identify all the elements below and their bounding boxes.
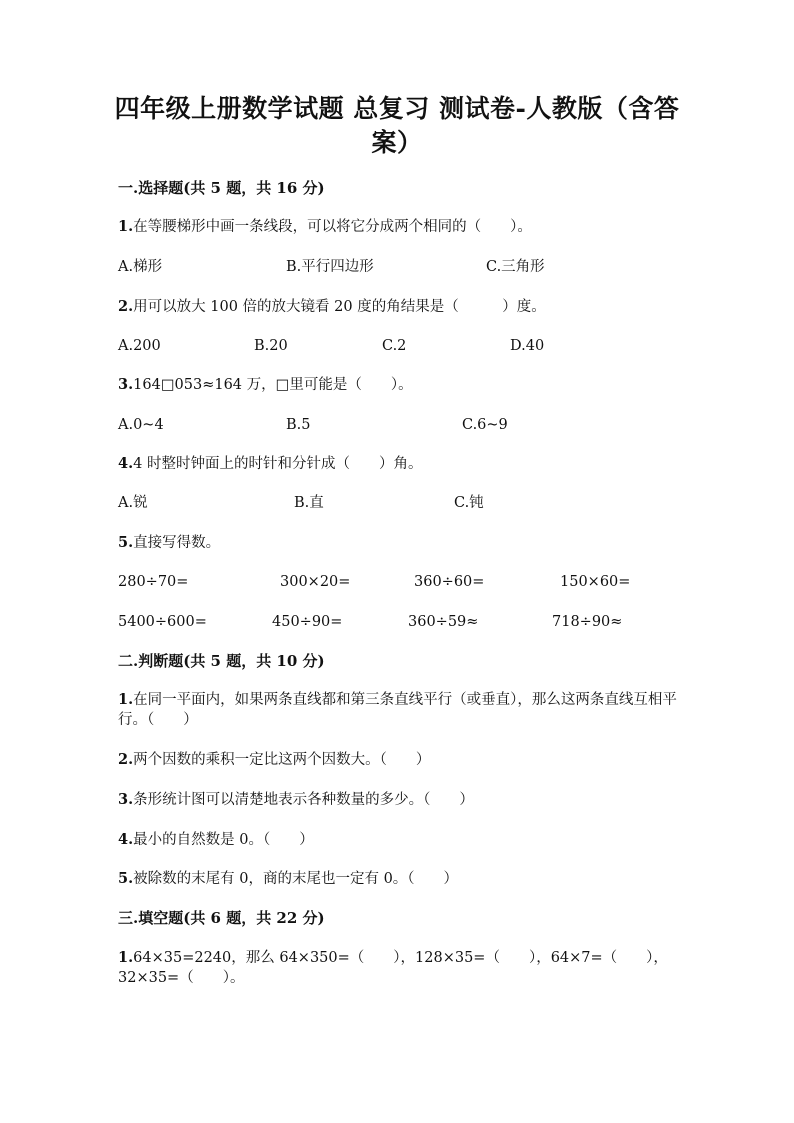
question-number: 4. [118, 455, 134, 472]
question-judge-2 [118, 750, 430, 770]
option-a: A.梯形 [118, 259, 163, 275]
option-b: B.5 [286, 417, 311, 433]
question-text: 164□053≈164 万，□里可能是（ ）。 [133, 377, 413, 393]
question-choice-1 [118, 217, 532, 237]
calc-item: 360÷60= [414, 574, 485, 590]
calc-item: 300×20= [280, 574, 351, 590]
option-d: D.40 [510, 338, 545, 354]
option-a: A.200 [118, 338, 161, 354]
question-text: 两个因数的乘积一定比这两个因数大。（ ） [133, 752, 431, 768]
question-text: 条形统计图可以清楚地表示各种数量的多少。（ ） [133, 792, 474, 808]
question-judge-4 [118, 830, 314, 850]
calc-item: 450÷90= [272, 614, 343, 630]
calc-item: 5400÷600= [118, 614, 207, 630]
option-b: B.20 [254, 338, 288, 354]
question-choice-2 [118, 297, 546, 317]
option-c: C.三角形 [486, 259, 545, 275]
option-b: B.平行四边形 [286, 259, 374, 275]
option-c: C.2 [382, 338, 407, 354]
question-number: 2. [118, 298, 134, 315]
question-number: 3. [118, 376, 134, 393]
question-number: 1. [118, 949, 134, 966]
option-c: C.钝 [454, 495, 484, 511]
question-number: 5. [118, 534, 134, 551]
section-heading-fill: 三.填空题(共 6 题，共 22 分) [118, 909, 325, 927]
question-text: 直接写得数。 [133, 535, 221, 551]
question-choice-3 [118, 375, 413, 395]
question-number: 4. [118, 831, 134, 848]
question-number: 1. [118, 691, 134, 708]
question-text: 64×35=2240，那么 64×350=（ ），128×35=（ ），64×7=（ ），32×35=（ ）。 [118, 950, 668, 986]
calc-item: 718÷90≈ [552, 614, 623, 630]
calc-item: 360÷59≈ [408, 614, 479, 630]
option-a: A.0~4 [118, 417, 164, 433]
question-number: 2. [118, 751, 134, 768]
question-text: 被除数的末尾有 0，商的末尾也一定有 0。（ ） [133, 871, 459, 887]
question-judge-1 [118, 690, 678, 730]
option-c: C.6~9 [462, 417, 508, 433]
calc-item: 150×60= [560, 574, 631, 590]
question-number: 1. [118, 218, 134, 235]
page-title: 四年级上册数学试题 总复习 测试卷-人教版（含答案） [114, 94, 680, 157]
calc-item: 280÷70= [118, 574, 189, 590]
question-text: 4 时整时钟面上的时针和分针成（ ）角。 [133, 456, 423, 472]
question-judge-5 [118, 869, 458, 889]
question-number: 3. [118, 791, 134, 808]
question-text: 在等腰梯形中画一条线段，可以将它分成两个相同的（ ）。 [133, 219, 532, 235]
question-number: 5. [118, 870, 134, 887]
question-choice-5 [118, 533, 220, 553]
question-text: 在同一平面内，如果两条直线都和第三条直线平行（或垂直），那么这两条直线互相平行。（ ） [118, 692, 677, 728]
question-fill-1 [118, 948, 678, 988]
question-text: 最小的自然数是 0。（ ） [133, 832, 314, 848]
option-b: B.直 [294, 495, 324, 511]
section-heading-choice: 一.选择题(共 5 题，共 16 分) [118, 179, 325, 197]
question-choice-4 [118, 454, 422, 474]
option-a: A.锐 [118, 495, 148, 511]
question-judge-3 [118, 790, 474, 810]
question-text: 用可以放大 100 倍的放大镜看 20 度的角结果是（ ）度。 [133, 299, 546, 315]
section-heading-judge: 二.判断题(共 5 题，共 10 分) [118, 652, 325, 670]
